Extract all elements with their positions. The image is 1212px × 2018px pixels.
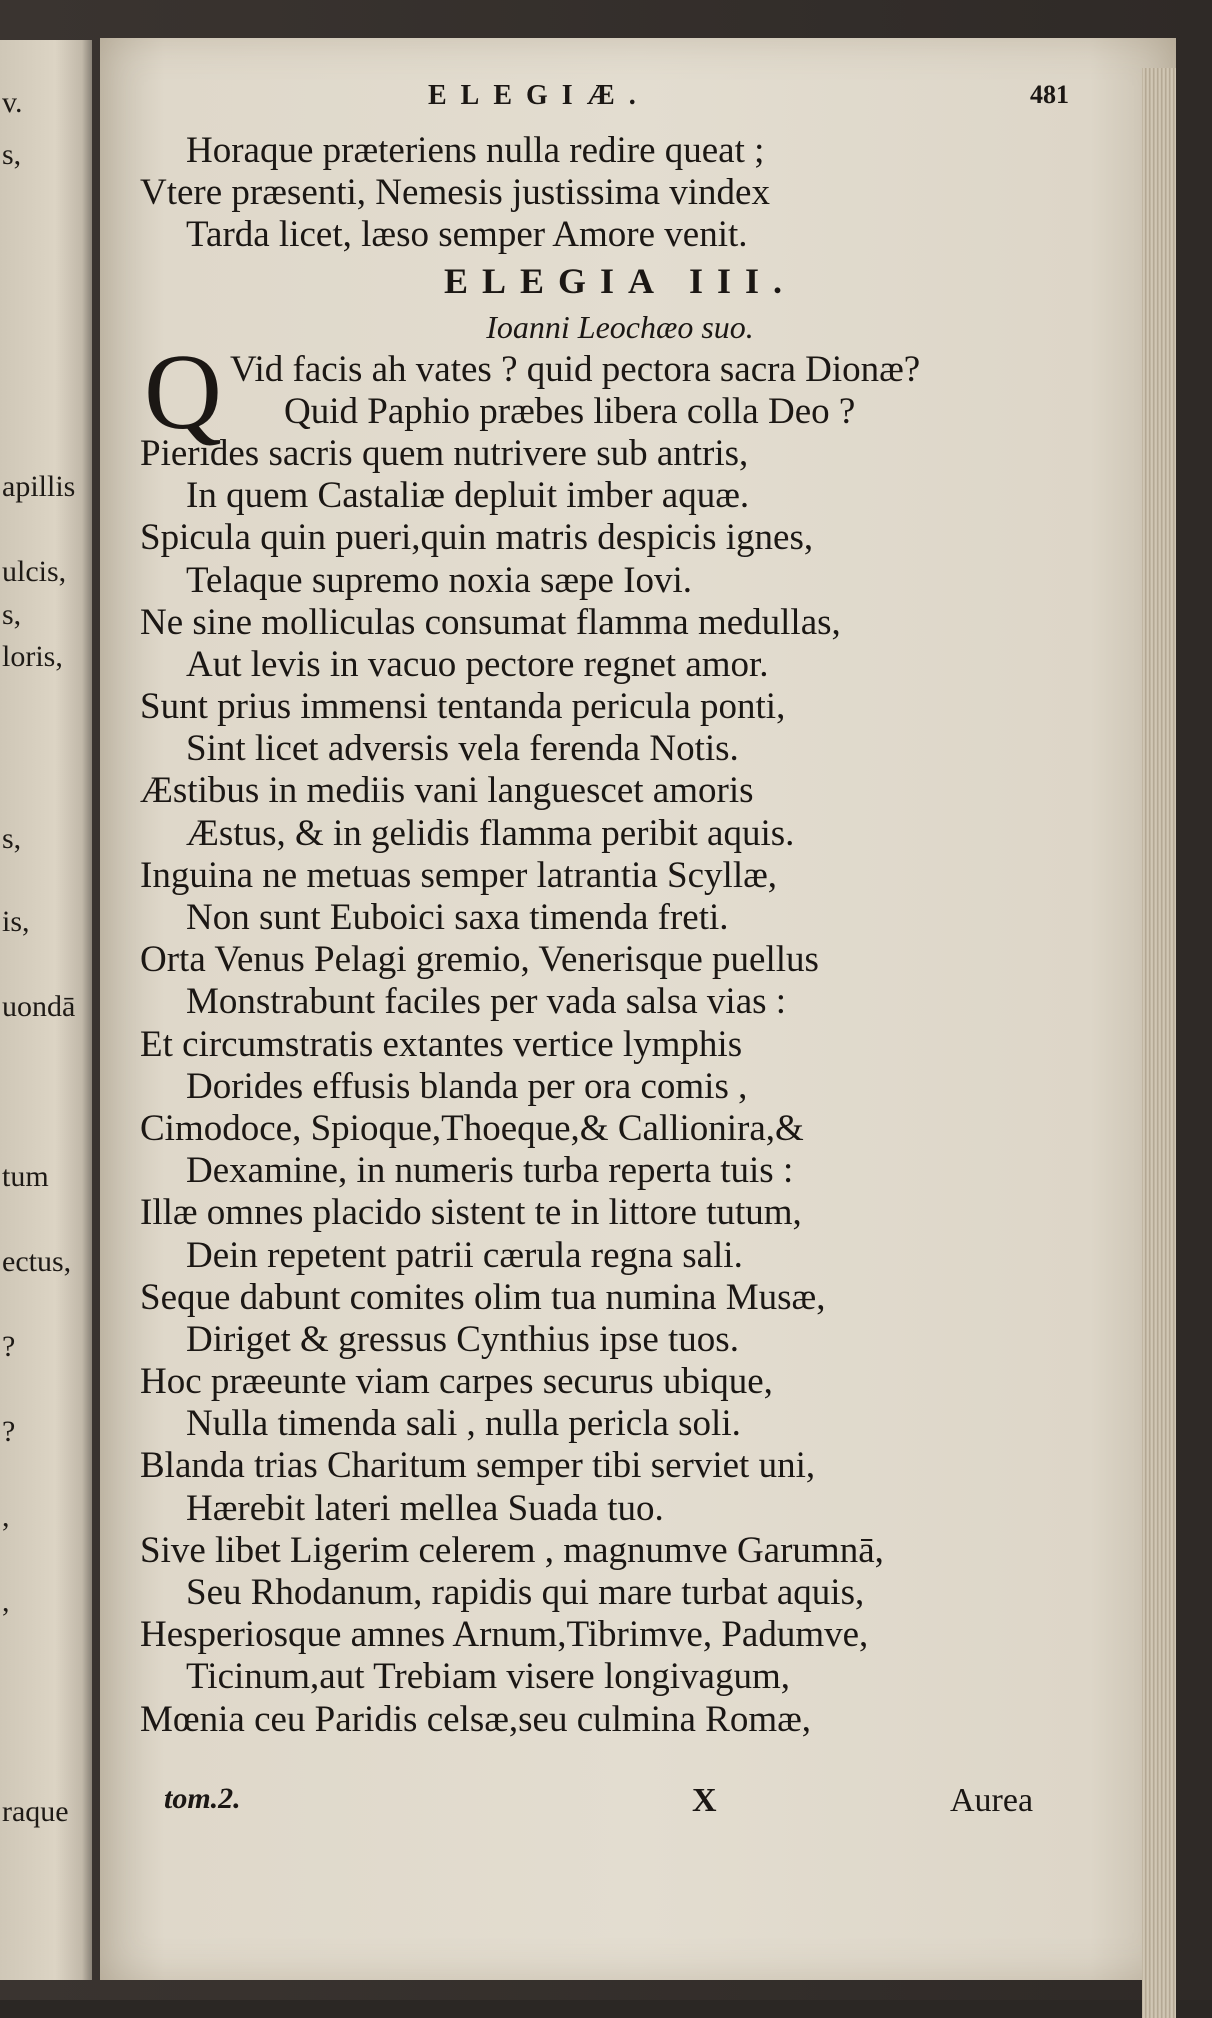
poem-line: Orta Venus Pelagi gremio, Venerisque puellus: [140, 939, 819, 981]
poem-line: Æstibus in mediis vani languescet amoris: [140, 770, 754, 812]
poem-line: Tarda licet, læso semper Amore venit.: [186, 214, 748, 256]
poem-line: Dein repetent patrii cærula regna sali.: [186, 1234, 743, 1276]
left-page-fragment: s,: [2, 822, 22, 855]
poem-line: Non sunt Euboici saxa timenda freti.: [186, 897, 729, 939]
poem-line: Hærebit lateri mellea Suada tuo.: [186, 1487, 664, 1529]
left-page-fragment: apillis: [2, 470, 76, 503]
left-page-fragment: tum: [2, 1160, 49, 1193]
left-page-fragment: loris,: [2, 640, 63, 673]
poem-line: Et circumstratis extantes vertice lymphis: [140, 1023, 743, 1065]
poem-line: Spicula quin pueri,quin matris despicis ignes,: [140, 517, 814, 559]
left-page-fragment: ,: [2, 1500, 10, 1533]
poem-lines: [140, 433, 1100, 1741]
left-page-fragment: raque: [2, 1795, 69, 1828]
poem-line: Inguina ne metuas semper latrantia Scyllæ,: [140, 854, 778, 896]
poem-line: Nulla timenda sali , nulla pericla soli.: [186, 1403, 741, 1445]
poem-line: Telaque supremo noxia sæpe Iovi.: [186, 559, 693, 601]
catchword: Aurea: [950, 1782, 1034, 1819]
left-page-fragment: ,: [2, 1585, 10, 1618]
poem-line: Æstus, & in gelidis flamma peribit aquis.: [186, 812, 795, 854]
left-page-fragment: is,: [2, 905, 30, 938]
poem-line: Horaque præteriens nulla redire queat ;: [186, 130, 765, 171]
poem-line: In quem Castaliæ depluit imber aquæ.: [186, 475, 750, 517]
poem-line: Sint licet adversis vela ferenda Notis.: [186, 728, 739, 770]
poem-line: Vtere præsenti, Nemesis justissima vindex: [140, 172, 770, 214]
left-page-fragment: uondā: [2, 990, 76, 1023]
left-page: [0, 40, 92, 1980]
left-page-fragment: v.: [2, 86, 23, 119]
poem-line: Monstrabunt faciles per vada salsa vias :: [186, 981, 787, 1023]
poem-line: Mœnia ceu Paridis celsæ,seu culmina Romæ,: [140, 1698, 812, 1740]
page-edges: [1142, 68, 1176, 2018]
poem-line: Sive libet Ligerim celerem , magnumve Garumnā,: [140, 1529, 884, 1571]
poem-line: Vid facis ah vates ? quid pectora sacra Dionæ?: [230, 348, 921, 390]
elegy-heading: ELEGIA III.: [443, 260, 797, 301]
left-page-fragment: s,: [2, 598, 22, 631]
left-page-fragment: s,: [2, 138, 22, 171]
poem-line: Sunt prius immensi tentanda pericula ponti,: [140, 686, 786, 728]
poem-line: Aut levis in vacuo pectore regnet amor.: [186, 643, 769, 685]
page-header: [140, 80, 1100, 120]
poem-line: Seque dabunt comites olim tua numina Musæ,: [140, 1276, 826, 1318]
poem-line: Dexamine, in numeris turba reperta tuis :: [186, 1150, 794, 1192]
dropcap-letter: Q: [144, 332, 222, 452]
poem-line: Dorides effusis blanda per ora comis ,: [186, 1065, 748, 1107]
poem-line: Quid Paphio præbes libera colla Deo ?: [284, 390, 856, 432]
left-page-fragment: ulcis,: [2, 555, 67, 588]
poem-line: Ticinum,aut Trebiam visere longivagum,: [186, 1656, 790, 1698]
poem-line: Blanda trias Charitum semper tibi serviet uni,: [140, 1445, 816, 1487]
signature-mark: tom.2.: [164, 1782, 241, 1815]
poem-line: Seu Rhodanum, rapidis qui mare turbat aquis,: [186, 1572, 865, 1614]
gutter-shadow: [82, 40, 92, 1980]
dropcap-block: [140, 332, 1100, 452]
text-block: [140, 130, 1100, 1741]
poem-line: Hesperiosque amnes Arnum,Tibrimve, Padumve,: [140, 1614, 869, 1656]
poem-line: Hoc præeunte viam carpes securus ubique,: [140, 1361, 773, 1403]
poem-line: Illæ omnes placido sistent te in littore tutum,: [140, 1192, 802, 1234]
left-page-fragment: ?: [2, 1415, 16, 1448]
page-number: 481: [1030, 80, 1069, 109]
poem-line: Pierides sacris quem nutrivere sub antris,: [140, 432, 749, 474]
running-title: ELEGIÆ.: [428, 80, 650, 111]
gathering-mark: X: [692, 1782, 717, 1819]
page-footer: [140, 1782, 1100, 1822]
poem-line: Diriget & gressus Cynthius ipse tuos.: [186, 1318, 739, 1360]
poem-line: Ne sine molliculas consumat flamma medullas,: [140, 601, 841, 643]
left-page-fragment: ectus,: [2, 1245, 72, 1278]
dedication: Ioanni Leochæo suo.: [486, 308, 754, 345]
left-page-fragment: ?: [2, 1330, 16, 1363]
poem-line: Cimodoce, Spioque,Thoeque,& Callionira,&: [140, 1107, 804, 1149]
opening-lines: [140, 130, 1100, 257]
